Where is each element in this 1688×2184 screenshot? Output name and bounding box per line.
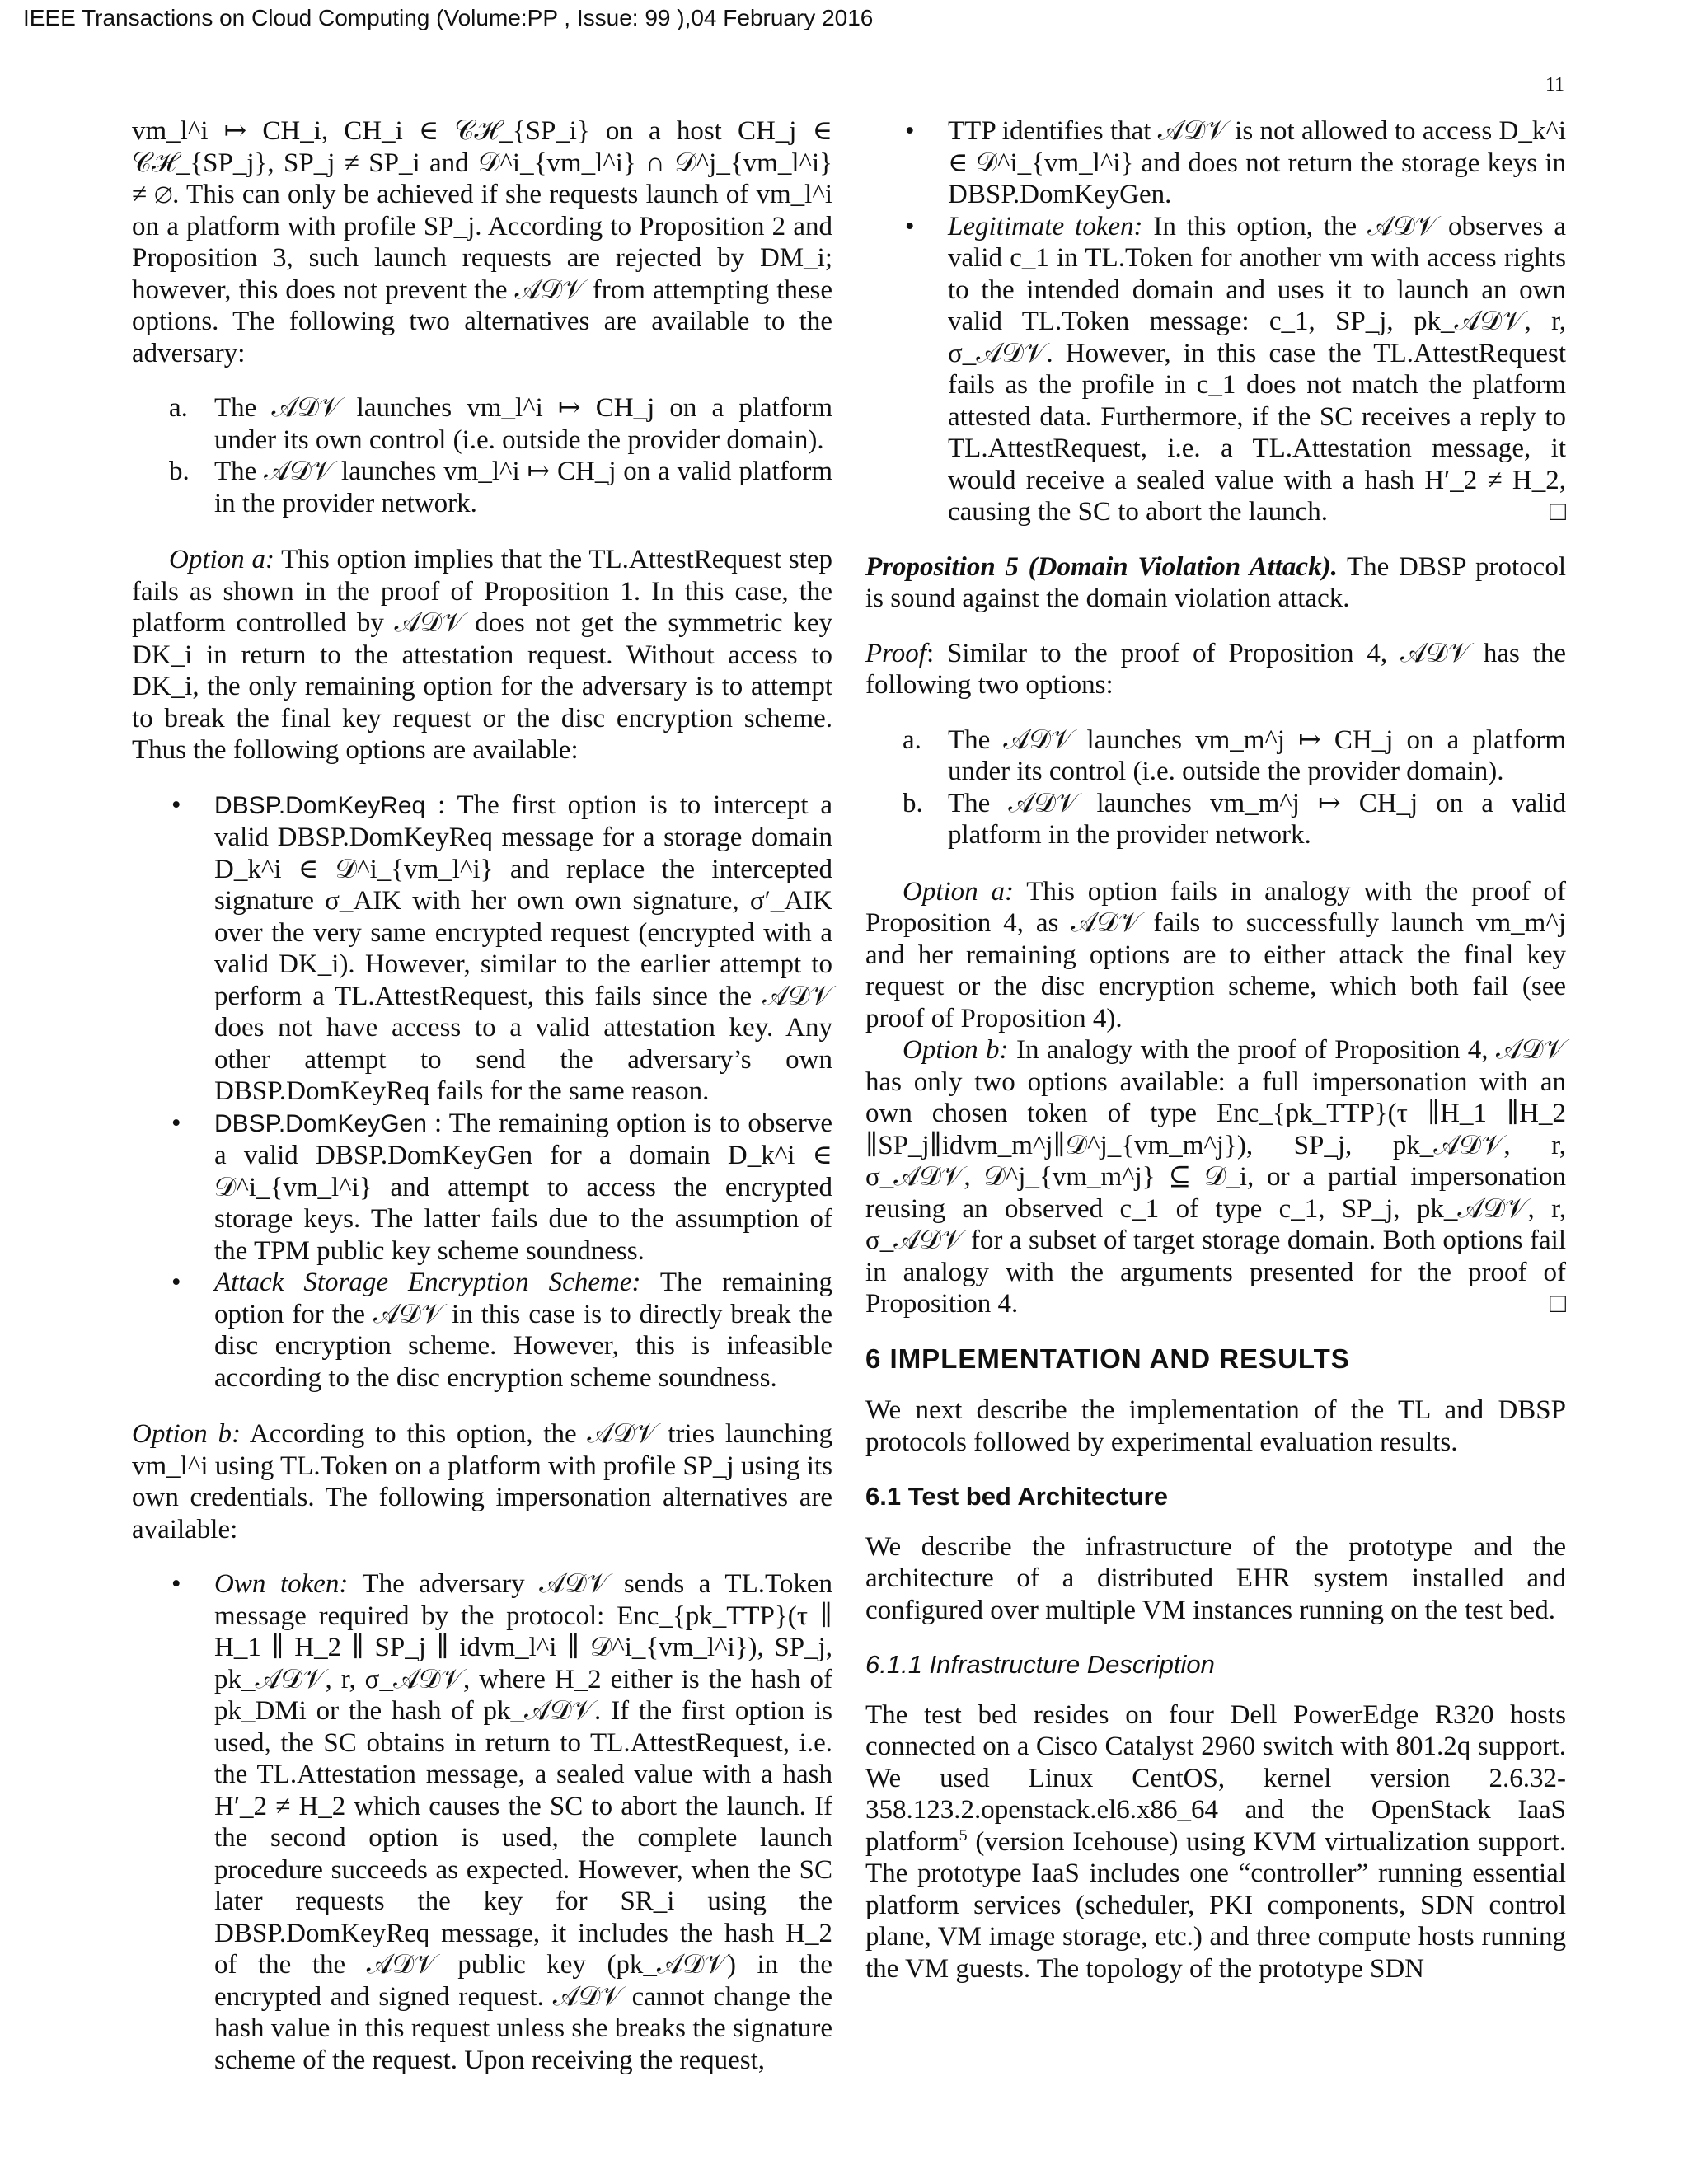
- proof-option-b: [865, 1034, 1566, 1320]
- list-item-own-token: [132, 1568, 832, 2076]
- option-a-label: Option a:: [169, 545, 274, 574]
- alternative-b-label: b.: [169, 457, 190, 486]
- right-column: [865, 115, 1566, 2008]
- proof-alternative-a-text: The 𝒜𝒟𝒱 launches vm_m^j ↦ CH_j on a platform under its control (i.e. outside the provider domain).: [948, 724, 1566, 786]
- option-a-text: This option implies that the TL.AttestRequest step fails as shown in the proof of Proposition 1. In this case, the platform controlled by 𝒜𝒟𝒱 does not get the symmetric key DK_i in return to the attestation request. Without access to DK_i, the only remaining option for the adversary is to attempt to break the final key request or the disc encryption scheme. Thus the following options are available:: [132, 545, 832, 765]
- proof-paragraph: [865, 638, 1566, 701]
- domkeyreq-text: : The first option is to intercept a valid DBSP.DomKeyReq message for a storage domain D_k^i ∈ 𝒟^i_{vm_l^i} and replace the intercepted signature σ_AIK with her own own signature, σ′_AIK over the very same encrypted request (encrypted with a valid DK_i). However, similar to the earlier attempt to perform a TL.AttestRequest, this fails since the 𝒜𝒟𝒱 does not have access to a valid attestation key. Any other attempt to send the adversary’s own DBSP.DomKeyReq fails for the same reason.: [214, 790, 832, 1106]
- list-item-storage-encryption: [132, 1267, 832, 1394]
- option-b-paragraph: [132, 1418, 832, 1545]
- storage-encryption-text: The remaining option for the 𝒜𝒟𝒱 in this case is to directly break the disc encryption scheme. However, this is infeasible according to the disc encryption scheme soundness.: [214, 1268, 832, 1393]
- domkeygen-text: : The remaining option is to observe a valid DBSP.DomKeyGen for a domain D_k^i ∈ 𝒟^i_{vm_l^i} and attempt to access the encrypted storage keys. The latter fails due to the assumption of the TPM public key scheme soundness.: [214, 1108, 832, 1266]
- list-item-domkeygen: [132, 1108, 832, 1268]
- option-b-label: Option b:: [132, 1419, 241, 1449]
- alternative-b: [132, 456, 832, 519]
- legitimate-token-text: In this option, the 𝒜𝒟𝒱 observes a valid c_1 in TL.Token for another vm with access rights to the intended domain and uses it to launch an own valid TL.Token message: c_1, SP_j, pk_𝒜𝒟𝒱, r, σ_𝒜𝒟𝒱. However, in this case the TL.AttestRequest fails as the profile in c_1 does not match the platform attested data. Furthermore, if the SC receives a reply to TL.AttestRequest, i.e. a TL.Attestation message, it would receive a sealed value with a hash H′_2 ≠ H_2, causing the SC to abort the launch.: [948, 211, 1566, 527]
- proof-option-b-label: Option b:: [903, 1035, 1009, 1065]
- proof-alternative-a: [865, 724, 1566, 788]
- alternative-a-text: The 𝒜𝒟𝒱 launches vm_l^i ↦ CH_j on a platform under its own control (i.e. outside the provider domain).: [214, 393, 832, 455]
- alternative-b-text: The 𝒜𝒟𝒱 launches vm_l^i ↦ CH_j on a valid platform in the provider network.: [214, 457, 832, 518]
- section-6-1-text: We describe the infrastructure of the prototype and the architecture of a distributed EHR system installed and configured over multiple VM instances running on the test bed.: [865, 1531, 1566, 1625]
- proof-option-b-text: In analogy with the proof of Proposition 4, 𝒜𝒟𝒱 has only two options available: a full impersonation with an own chosen token of type Enc_{pk_TTP}(τ ∥H_1 ∥H_2 ∥SP_j∥idvm_m^j∥𝒟^j_{vm_m^j}), SP_j, pk_𝒜𝒟𝒱, r, σ_𝒜𝒟𝒱, 𝒟^j_{vm_m^j} ⊆ 𝒟_i, or a partial impersonation reusing an observed c_1 of type c_1, SP_j, pk_𝒜𝒟𝒱, r, σ_𝒜𝒟𝒱 for a subset of target storage domain. Both options fail in analogy with the arguments presented for the proof of Proposition 4.: [865, 1035, 1566, 1319]
- paragraph-intro: vm_l^i ↦ CH_i, CH_i ∈ 𝒞ℋ_{SP_i} on a host CH_j ∈ 𝒞ℋ_{SP_j}, SP_j ≠ SP_i and 𝒟^i_{vm_l^i} ∩ 𝒟^j_{vm_l^i} ≠ ∅. This can only be achieved if she requests launch of vm_l^i on a platform with profile SP_j. According to Proposition 2 and Proposition 3, such launch requests are rejected by DM_i; however, this does not prevent the 𝒜𝒟𝒱 from attempting these options. The following two alternatives are available to the adversary:: [132, 116, 832, 368]
- proposition-5: [865, 551, 1566, 615]
- list-item-domkeyreq: [132, 790, 832, 1108]
- list-item-legitimate-token: [865, 211, 1566, 528]
- proof-option-a: [865, 876, 1566, 1035]
- storage-encryption-label: Attack Storage Encryption Scheme:: [214, 1268, 641, 1297]
- impersonation-list-continued: [865, 115, 1566, 528]
- journal-header: IEEE Transactions on Cloud Computing (Volume:PP , Issue: 99 ),04 February 2016: [23, 5, 874, 30]
- own-token-continued: [865, 115, 1566, 211]
- own-token-text: The adversary 𝒜𝒟𝒱 sends a TL.Token message required by the protocol: Enc_{pk_TTP}(τ ∥ H_1 ∥ H_2 ∥ SP_j ∥ idvm_l^i ∥ 𝒟^i_{vm_l^i}), SP_j, pk_𝒜𝒟𝒱, r, σ_𝒜𝒟𝒱, where H_2 either is the hash of pk_DMi or the hash of pk_𝒜𝒟𝒱. If the first option is used, the SC obtains in return to TL.AttestRequest, i.e. the TL.Attestation message, a sealed value with a hash H′_2 ≠ H_2 which causes the SC to abort the launch. If the second option is used, the complete launch procedure succeeds as expected. However, when the SC later requests the key for SR_i using the DBSP.DomKeyReq message, it includes the hash H_2 of the the 𝒜𝒟𝒱 public key (pk_𝒜𝒟𝒱) in the encrypted and signed request. 𝒜𝒟𝒱 cannot change the hash value in this request unless she breaks the signature scheme of the request. Upon receiving the request,: [214, 1569, 832, 2075]
- proof-alternative-b-text: The 𝒜𝒟𝒱 launches vm_m^j ↦ CH_j on a valid platform in the provider network.: [948, 788, 1566, 850]
- proof-option-a-label: Option a:: [903, 876, 1015, 907]
- left-column: [132, 115, 832, 2101]
- attack-options-list: [132, 790, 832, 1394]
- qed-symbol-2: □: [1550, 1289, 1566, 1319]
- proposition-5-text: The DBSP protocol is sound against the domain violation attack.: [865, 551, 1566, 613]
- footnote-marker: 5: [959, 1825, 968, 1844]
- infrastructure-text-a: The test bed resides on four Dell PowerEdge R320 hosts connected on a Cisco Catalyst 2960 switch with 801.2q support. We used Linux CentOS, kernel version 2.6.32-358.123.2.openstack.el6.x86_64 and the OpenStack IaaS platform: [865, 1699, 1566, 1857]
- section-6-text: We next describe the implementation of the TL and DBSP protocols followed by experimental evaluation results.: [865, 1395, 1566, 1457]
- section-6-heading: 6 IMPLEMENTATION AND RESULTS: [865, 1343, 1350, 1374]
- proof-alternative-b-label: b.: [903, 788, 923, 818]
- own-token-label: Own token:: [214, 1569, 349, 1599]
- option-b-text: According to this option, the 𝒜𝒟𝒱 tries launching vm_l^i using TL.Token on a platform with profile SP_j using its own credentials. The following impersonation alternatives are available:: [132, 1419, 832, 1544]
- qed-symbol: □: [1550, 497, 1566, 527]
- proof-label: Proof: [865, 638, 926, 668]
- alternatives-list: [132, 392, 832, 519]
- proof-alternative-b: [865, 788, 1566, 851]
- proof-alternative-a-label: a.: [903, 724, 921, 755]
- impersonation-list: [132, 1568, 832, 2076]
- own-token-continued-text: TTP identifies that 𝒜𝒟𝒱 is not allowed to access D_k^i ∈ 𝒟^i_{vm_l^i} and does not return the storage keys in DBSP.DomKeyGen.: [948, 116, 1566, 209]
- section-6-1-1-heading: 6.1.1 Infrastructure Description: [865, 1650, 1215, 1679]
- proof-alternatives-list: [865, 724, 1566, 851]
- proposition-5-label: Proposition 5 (Domain Violation Attack).: [865, 551, 1338, 582]
- alternative-a: [132, 392, 832, 456]
- proof-option-a-text: This option fails in analogy with the proof of Proposition 4, as 𝒜𝒟𝒱 fails to successfully launch vm_m^j and her remaining options are to either attack the final key request or the disc encryption scheme, which both fail (see proof of Proposition 4).: [865, 876, 1566, 1033]
- infrastructure-text-b: (version Icehouse) using KVM virtualization support. The prototype IaaS includes one “controller” running essential platform services (scheduler, PKI components, SDN control plane, VM image storage, etc.) and three compute hosts running the VM guests. The topology of the prototype SDN: [865, 1826, 1566, 1984]
- page-number: 11: [1545, 74, 1564, 96]
- proof-text: : Similar to the proof of Proposition 4, 𝒜𝒟𝒱 has the following two options:: [865, 638, 1566, 700]
- section-6-1-1-text: [865, 1699, 1566, 1985]
- section-6-1-heading: 6.1 Test bed Architecture: [865, 1482, 1168, 1511]
- domkeygen-code: DBSP.DomKeyGen: [214, 1109, 427, 1137]
- alternative-a-label: a.: [169, 393, 188, 423]
- legitimate-token-label: Legitimate token:: [948, 211, 1143, 241]
- option-a-paragraph: [132, 544, 832, 766]
- domkeyreq-code: DBSP.DomKeyReq: [214, 791, 426, 819]
